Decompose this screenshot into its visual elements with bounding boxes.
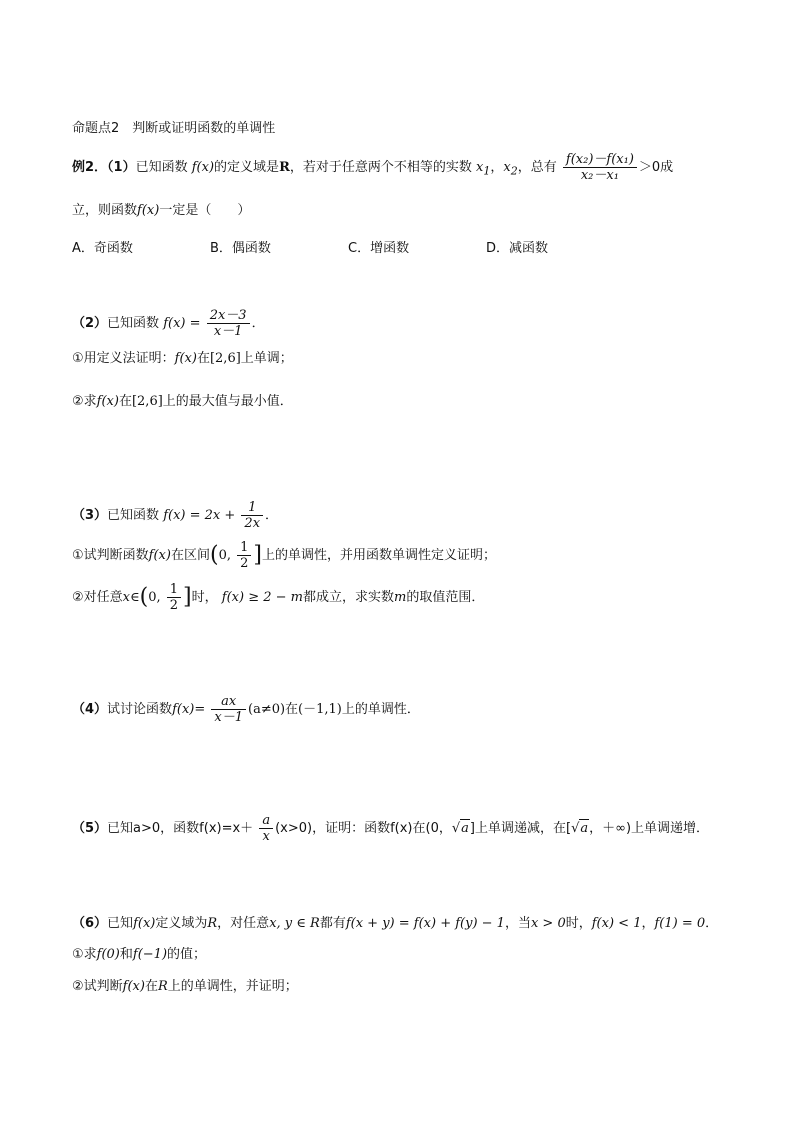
option-d: D．减函数 — [486, 241, 549, 256]
problem-3-q1: ①试判断函数f(x)在区间(0, $\frac{1}{2}$ ]上的单调性，并用函数单调性定义证明； — [72, 540, 496, 571]
option-a: A．奇函数 — [72, 241, 133, 256]
problem-5: （5）已知a>0，函数f(x)=x＋ $\frac{a}{x}$ (x>0)，证明：函数f(x)在(0，√a]上单调递减，在[√a，＋∞)上单调递增． — [72, 813, 710, 844]
problem-4: （4）试讨论函数f(x)= $\frac{ax}{x-1}$ (a≠0)在(－1,1)上的单调性． — [72, 694, 420, 725]
problem-6-q2: ②试判断f(x)在R上的单调性，并证明； — [72, 979, 298, 994]
option-b: B．偶函数 — [210, 241, 271, 256]
function-fraction: $\frac{2x-3}{x-1}$ — [207, 308, 250, 339]
problem-3-q2: ②对任意x∈(0, $\frac{1}{2}$ ]时， f(x) ≥ 2 − m都成立，求实数m的取值范围． — [72, 582, 485, 613]
problem-6-q1: ①求f(0)和f(−1)的值； — [72, 947, 207, 962]
problem-6-line-1: （6）已知f(x)定义域为R，对任意x, y ∈ R都有f(x + y) = f(x) + f(y) − 1，当x > 0时，f(x) < 1，f(1) = 0． — [72, 916, 719, 931]
monotonic-fraction: $\frac{\text{f(x₂)－f(x₁)}}{\text{x₂－x₁}}$ — [563, 152, 637, 183]
problem-2-q2: ②求f(x)在[2,6]上的最大值与最小值． — [72, 394, 293, 409]
problem-1-line-1: 例2．（1）已知函数 f(x)的定义域是R，若对于任意两个不相等的实数 $x_1$，$x_2$，总有 $\frac{\text{f(x₂)－f(x₁)}}{\text{x₂－x₁}}$ ＞0成 — [72, 152, 674, 183]
problem-1-line-2: 立，则函数f(x)一定是（ ） — [72, 203, 251, 218]
section-title: 命题点2 判断或证明函数的单调性 — [72, 121, 276, 136]
problem-1-options — [72, 240, 624, 258]
problem-2-line-1: （2）已知函数 f(x) = $\frac{2x-3}{x-1}$ ． — [72, 308, 265, 339]
option-c: C．增函数 — [348, 241, 410, 256]
problem-3-line-1: （3）已知函数 f(x) = 2x + $\frac{1}{2x}$ ． — [72, 500, 279, 531]
example-label: 例2． — [72, 160, 108, 175]
problem-2-q1: ①用定义法证明：f(x)在[2,6]上单调； — [72, 351, 293, 366]
